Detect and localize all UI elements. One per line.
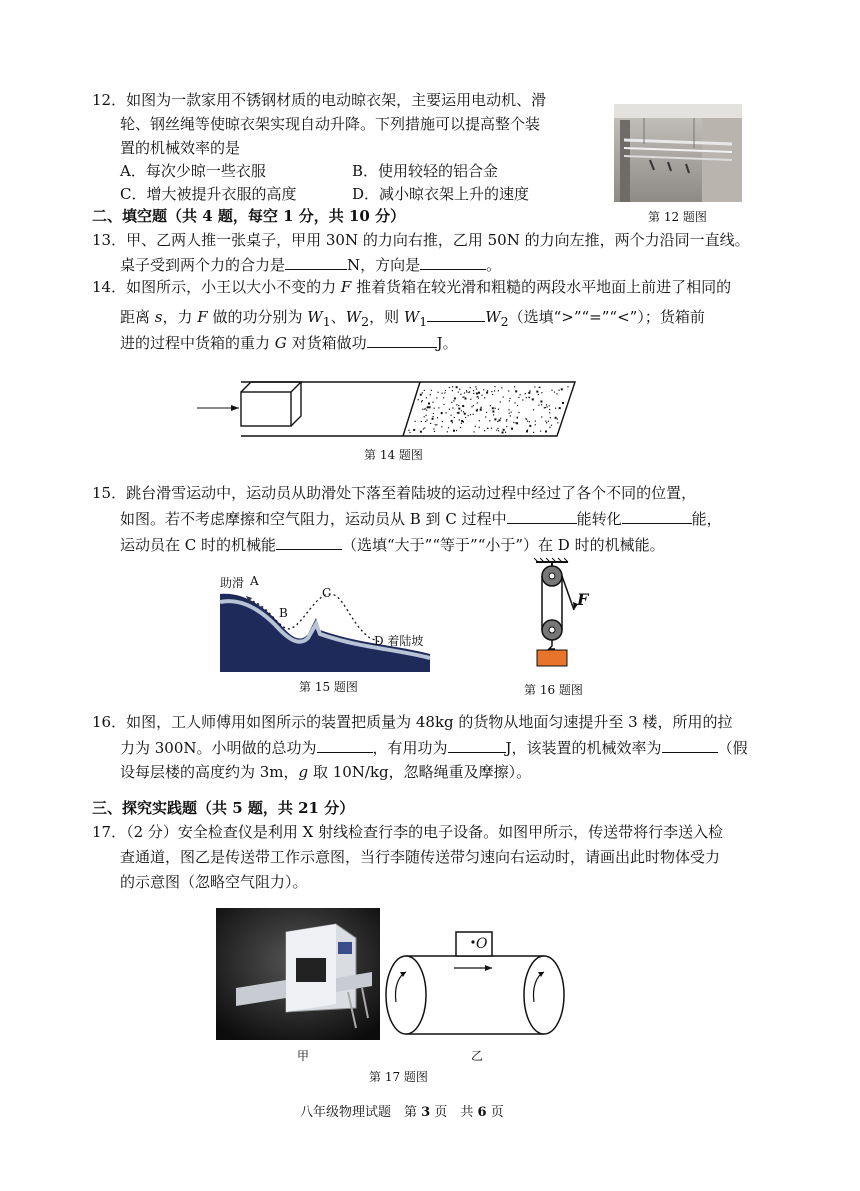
q14-text-c: 距离 bbox=[120, 308, 151, 326]
q14-line-2 bbox=[120, 306, 705, 332]
q15-text-e: （选填“大于”“等于”“小于”）在 D 时的机械能。 bbox=[342, 536, 665, 554]
q14-text-g: （选填“>”“=”“<”）；货箱前 bbox=[508, 308, 705, 326]
q13-answer-blank-1[interactable] bbox=[285, 254, 347, 270]
belt-direction-arrow bbox=[454, 965, 492, 971]
footer-text-a: 八年级物理试题 第 bbox=[300, 1105, 418, 1120]
q15-label-start: 助滑 bbox=[220, 576, 245, 590]
q14-force-symbol: F bbox=[340, 278, 352, 296]
q15-answer-blank-3[interactable] bbox=[276, 534, 342, 550]
q16-text-f: 取 10N/kg，忽略绳重及摩擦）。 bbox=[312, 763, 532, 781]
cargo-box bbox=[537, 650, 567, 666]
q15-answer-blank-1[interactable] bbox=[507, 508, 577, 524]
q17-line-1: 17．（2 分）安全检查仪是利用 X 射线检查行李的电子设备。如图甲所示，传送带将行李送入检 bbox=[92, 823, 724, 841]
q16-force-label: F bbox=[577, 590, 589, 609]
q14-gravity-symbol: G bbox=[274, 334, 287, 352]
q16-pulley-diagram bbox=[520, 558, 600, 674]
section-3-heading: 三、探究实践题（共 5 题，共 21 分） bbox=[92, 799, 355, 817]
q17-conveyor-diagram bbox=[384, 932, 566, 1036]
q14-text-f: ，则 bbox=[369, 308, 400, 326]
q16-g-symbol: g bbox=[298, 763, 309, 781]
page-footer bbox=[300, 1101, 504, 1120]
q12-drying-rack-photo bbox=[614, 104, 742, 202]
q15-answer-blank-2[interactable] bbox=[622, 508, 692, 524]
q15-text-b: 能转化 bbox=[576, 510, 622, 528]
q14-text-h: 进的过程中货箱的重力 bbox=[120, 334, 271, 352]
q14-work-symbol-3: W bbox=[403, 308, 420, 326]
ground-divider bbox=[403, 382, 420, 436]
q17-label-jia: 甲 bbox=[297, 1049, 310, 1063]
q15-text-d: 运动员在 C 时的机械能 bbox=[120, 536, 277, 554]
q12-line-1: 12．如图为一款家用不锈钢材质的电动晾衣架，主要运用电动机、滑 bbox=[92, 91, 547, 109]
q16-text-b: ，有用功为 bbox=[372, 739, 448, 757]
q12-option-b[interactable]: B．使用较轻的铝合金 bbox=[352, 162, 499, 180]
q17-label-o: O bbox=[476, 936, 488, 952]
q16-text-e: 设每层楼的高度约为 3m， bbox=[120, 763, 299, 781]
q16-answer-blank-2[interactable] bbox=[448, 737, 506, 753]
q12-caption: 第 12 题图 bbox=[648, 210, 707, 224]
q15-text-c: 能， bbox=[691, 510, 722, 528]
q16-caption: 第 16 题图 bbox=[524, 683, 583, 697]
q14-text-a: 14．如图所示，小王以大小不变的力 bbox=[92, 278, 337, 296]
footer-page-number: 3 bbox=[421, 1105, 431, 1120]
crate-box bbox=[241, 382, 301, 426]
q16-text-c: J，该装置的机械效率为 bbox=[505, 739, 662, 757]
q15-label-c: C bbox=[322, 586, 332, 600]
q14-sub-3: 1 bbox=[419, 314, 428, 329]
center-point bbox=[471, 940, 474, 943]
q14-force-symbol-2: F bbox=[197, 308, 208, 326]
q16-line-1: 16．如图，工人师傅用如图所示的装置把质量为 48kg 的货物从地面匀速提升至 3 楼，所用的拉 bbox=[92, 713, 733, 731]
q16-line-3 bbox=[120, 762, 531, 782]
q14-caption: 第 14 题图 bbox=[364, 448, 423, 462]
q17-line-2: 查通道，图乙是传送带工作示意图，当行李随传送带匀速向右运动时，请画出此时物体受力 bbox=[120, 848, 721, 866]
q16-answer-blank-3[interactable] bbox=[662, 737, 718, 753]
footer-page-total: 6 bbox=[477, 1105, 487, 1120]
q17-caption: 第 17 题图 bbox=[369, 1070, 428, 1084]
q14-work-symbol-2: W bbox=[345, 308, 362, 326]
q14-sep: 、 bbox=[330, 308, 346, 326]
q12-line-2: 轮、钢丝绳等使晾衣架实现自动升降。下列措施可以提高整个装 bbox=[120, 115, 541, 133]
q15-line-1: 15．跳台滑雪运动中，运动员从助滑处下落至着陆坡的运动过程中经过了各个不同的位置， bbox=[92, 484, 697, 502]
q14-distance-symbol: s bbox=[154, 308, 163, 326]
q16-line-2 bbox=[120, 737, 748, 758]
q15-text-a: 如图。若不考虑摩擦和空气阻力，运动员从 B 到 C 过程中 bbox=[120, 510, 507, 528]
q14-sub-2: 2 bbox=[361, 314, 370, 329]
q14-answer-blank-1[interactable] bbox=[427, 306, 485, 322]
arrow-icon bbox=[197, 405, 239, 411]
q15-caption: 第 15 题图 bbox=[299, 680, 358, 694]
q16-text-d: （假 bbox=[717, 739, 748, 757]
q14-line-1 bbox=[92, 277, 731, 297]
q13-answer-blank-2[interactable] bbox=[420, 254, 486, 270]
q15-line-3 bbox=[120, 534, 665, 555]
q14-diagram bbox=[195, 374, 585, 440]
rough-surface-texture bbox=[408, 386, 568, 434]
q14-text-e: 做的功分别为 bbox=[212, 308, 303, 326]
q13-text-a: 桌子受到两个力的合力是 bbox=[120, 256, 286, 274]
q14-line-3 bbox=[120, 332, 458, 353]
q12-option-d[interactable]: D．减小晾衣架上升的速度 bbox=[352, 185, 530, 203]
q12-line-3: 置的机械效率的是 bbox=[120, 139, 241, 157]
q17-xray-scanner-photo bbox=[216, 908, 380, 1040]
section-2-heading: 二、填空题（共 4 题，每空 1 分，共 10 分） bbox=[92, 207, 406, 225]
q14-work-symbol-4: W bbox=[485, 308, 501, 326]
q15-label-d: D 着陆坡 bbox=[374, 634, 424, 648]
q14-text-b: 推着货箱在较光滑和粗糙的两段水平地面上前进了相同的 bbox=[356, 278, 732, 296]
q14-sub-4: 2 bbox=[500, 314, 509, 329]
q17-label-yi: 乙 bbox=[471, 1049, 484, 1063]
fixed-pulley-icon bbox=[542, 566, 562, 586]
q14-text-j: J。 bbox=[436, 334, 458, 352]
q14-sub-1: 1 bbox=[322, 314, 331, 329]
q15-line-2 bbox=[120, 508, 722, 529]
q17-line-3: 的示意图（忽略空气阻力）。 bbox=[120, 873, 308, 891]
q12-option-c[interactable]: C．增大被提升衣服的高度 bbox=[120, 185, 297, 203]
q14-work-symbol: W bbox=[307, 308, 323, 326]
q13-text-b: N，方向是 bbox=[347, 256, 421, 274]
q13-line-2 bbox=[120, 254, 501, 275]
q13-line-1: 13．甲、乙两人推一张桌子，甲用 30N 的力向右推，乙用 50N 的力向左推，两个力沿同一直线。 bbox=[92, 231, 750, 249]
footer-text-c: 页 bbox=[490, 1105, 504, 1120]
footer-text-b: 页 共 bbox=[434, 1105, 474, 1120]
movable-pulley-icon bbox=[542, 620, 562, 640]
q16-answer-blank-1[interactable] bbox=[317, 737, 373, 753]
q14-text-i: 对货箱做功 bbox=[291, 334, 367, 352]
q14-text-d: ，力 bbox=[162, 308, 193, 326]
q15-label-a: A bbox=[250, 574, 259, 588]
q12-option-a[interactable]: A．每次少晾一些衣服 bbox=[120, 162, 266, 180]
q15-label-b: B bbox=[279, 606, 288, 620]
q16-text-a: 力为 300N。小明做的总功为 bbox=[120, 739, 317, 757]
q14-answer-blank-2[interactable] bbox=[367, 332, 437, 348]
q13-text-c: 。 bbox=[486, 256, 502, 274]
